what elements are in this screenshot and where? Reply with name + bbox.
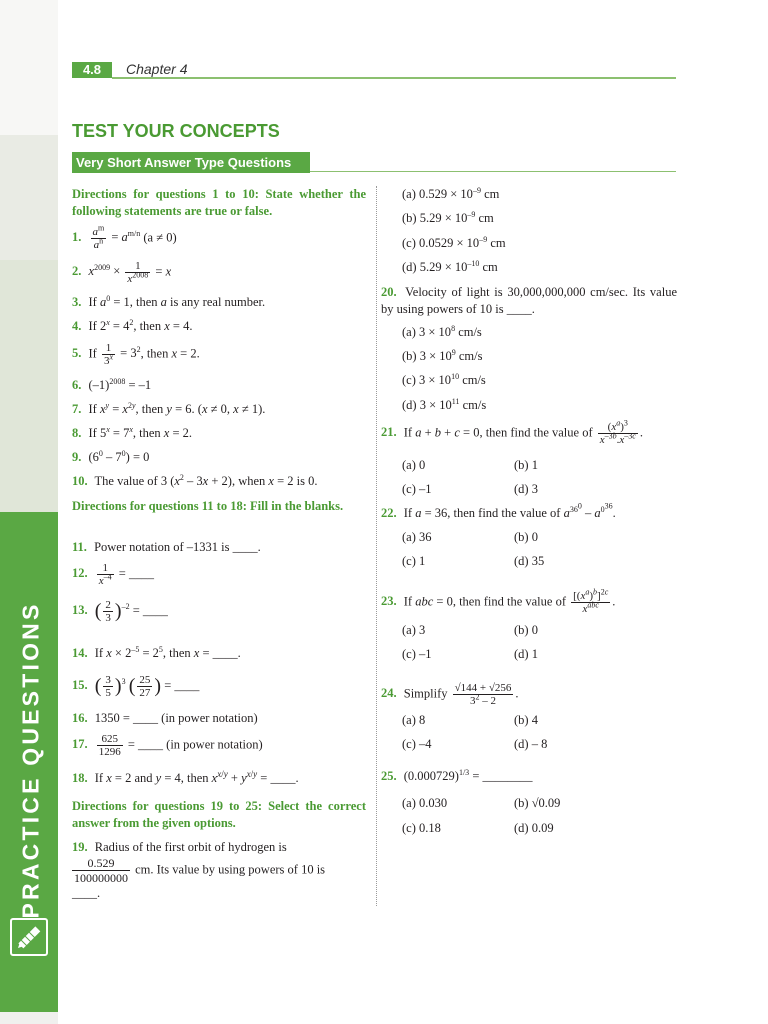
chapter-label: Chapter 4 (126, 61, 188, 77)
text: If (403, 594, 413, 609)
question-text: cm. Its value by using powers of 10 is (135, 862, 326, 877)
option: (c) –1 (402, 647, 432, 661)
option: (c) –4 (402, 737, 432, 751)
question-4 (72, 318, 366, 335)
q19-option-a: (a) $0.529 \times 10^{-9}$ cm (402, 185, 500, 201)
question-number: 11. (72, 540, 87, 554)
option: (a) 36 (402, 530, 432, 544)
q19-option-c: (c) $0.0529 \times 10^{-9}$ cm (402, 234, 506, 250)
text: and (134, 771, 153, 785)
question-number: 2. (72, 264, 82, 279)
question-number: 10. (72, 474, 88, 488)
math: = x (152, 264, 172, 279)
text: If (403, 506, 413, 520)
question-number: 19. (72, 840, 88, 854)
math: $(6^0 - 7^0) = 0$ (88, 448, 150, 464)
option: (a) 3 (402, 623, 426, 637)
math: $\frac{[(x^a)^b]^{2c}}{x^{abc}}$ (573, 587, 609, 615)
text: , then (180, 771, 209, 785)
math: x = 2 (268, 474, 294, 488)
math: $\frac{1}{x^{2008}}$ (127, 260, 149, 285)
sidebar (0, 0, 58, 1024)
math: = $3^2$ (117, 345, 141, 361)
question-1 (72, 223, 366, 251)
column-divider (376, 186, 377, 906)
math: 1/3 (458, 767, 470, 777)
math: y = 4 (155, 771, 181, 785)
option: (c) –1 (402, 482, 432, 496)
sidebar-label: PRACTICE QUESTIONS (17, 601, 44, 919)
section-heading: Very Short Answer Type Questions (72, 152, 310, 173)
question-number: 6. (72, 378, 82, 392)
question-12 (72, 562, 366, 587)
math: $\frac{(x^a)^3}{x^{-3b}.x^{-3c}}$ (599, 418, 636, 446)
math: (0.000729) (403, 769, 459, 783)
question-number: 8. (72, 426, 82, 440)
q20-option-c: (c) $3 \times 10^{10}$ cm/s (402, 371, 486, 387)
math: = $a^{m/n}$ (111, 229, 141, 245)
question-11 (72, 539, 366, 556)
question-number: 24. (381, 686, 397, 701)
question-text: 1350 = ____ (in power notation) (94, 711, 258, 725)
option: (a) 0 (402, 458, 426, 472)
answer-blank: = ____ (164, 678, 200, 693)
math: $x^y = x^{2y}$ (99, 400, 136, 416)
directions-1-10: Directions for questions 1 to 10: State whether the following statements are true or false. (72, 187, 366, 218)
text: , then find the value of (452, 594, 566, 609)
text: , then (132, 426, 161, 440)
directions-11-18: Directions for questions 11 to 18: Fill in the blanks. (72, 499, 344, 513)
question-9 (72, 449, 366, 466)
question-10 (72, 473, 366, 490)
question-23: 23. If abc = 0, then find the value of $\frac{[(x^a)^b]^{2c}}{x^{abc}}$ . (381, 587, 616, 615)
math: ) (154, 675, 162, 697)
answer-blank: = ____ (in power notation) (127, 737, 263, 752)
question-13 (72, 599, 366, 624)
question-21: 21. If a + b + c = 0, then find the value of $\frac{(x^a)^3}{x^{-3b}.x^{-3c}}$ . (381, 418, 643, 446)
question-18 (72, 770, 366, 787)
math: $(-1)^{2008} = -1$ (88, 376, 152, 392)
answer-blank: = ____. (202, 646, 241, 660)
question-7 (72, 401, 366, 418)
option: (d) 35 (514, 554, 545, 568)
question-24: 24. Simplify $\frac{√144 + √256}{3^2 - 2}$ . (381, 682, 519, 707)
question-number: 5. (72, 346, 82, 361)
question-number: 3. (72, 295, 82, 309)
math: x = 4 (164, 319, 190, 333)
option: (b) 1 (514, 458, 538, 472)
question-6 (72, 377, 366, 394)
math: $\frac{3}{5}$ (105, 674, 111, 699)
option: (d) – 8 (514, 737, 548, 751)
text: , then find the value of (479, 425, 593, 440)
page-number: 4.8 (72, 62, 112, 78)
text: , then find the value of (447, 506, 561, 520)
option: (d) 1 (514, 647, 538, 661)
math-condition: (a ≠ 0) (143, 230, 177, 245)
math: y = 6. (x ≠ 0, x ≠ 1) (166, 402, 263, 416)
question-15 (72, 674, 366, 699)
question-22: 22. If a = 36, then find the value of $a^{36^0} - a^{0^{36}}$. (381, 501, 616, 520)
math: 3 (121, 677, 126, 687)
question-19 (72, 839, 366, 902)
text: . (188, 426, 193, 440)
math: a (160, 295, 167, 309)
math: $2^x = 4^2$ (99, 317, 134, 333)
math: $\frac{√144 + √256}{3^2 - 2}$ (454, 682, 512, 707)
text: is 0. (296, 474, 318, 488)
text: If (88, 319, 97, 333)
math: $\frac{2}{3}$ (105, 599, 111, 624)
math: x = 2 (171, 346, 197, 361)
question-number: 25. (381, 769, 397, 783)
text: If (403, 425, 413, 440)
math: x = 2 (163, 426, 189, 440)
question-8 (72, 425, 366, 442)
math: $x^2 - 3x + 2$ (174, 472, 228, 488)
math: abc = 0 (415, 594, 453, 609)
q19-option-d: (d) $5.29 \times 10^{-10}$ cm (402, 258, 498, 274)
answer-blank: = ________ (472, 769, 533, 783)
option: (d) 0.09 (514, 821, 554, 835)
text: If (94, 771, 104, 785)
math (72, 856, 130, 885)
fraction-numerator: 0.529 (72, 856, 130, 871)
sidebar-band (0, 135, 58, 260)
question-number: 12. (72, 566, 88, 581)
option: (c) 1 (402, 554, 426, 568)
text: , then (162, 646, 191, 660)
option: (b) 0 (514, 530, 538, 544)
question-number: 23. (381, 594, 397, 609)
option: (b) √0.09 (514, 796, 561, 810)
directions-19-25: Directions for questions 19 to 25: Select the correct answer from the given options. (72, 799, 366, 830)
question-number: 4. (72, 319, 82, 333)
math: $5^x = 7^x$ (99, 424, 133, 440)
math: –2 (121, 602, 130, 612)
text: , then (140, 346, 169, 361)
header-rule (112, 77, 676, 79)
question-25 (381, 768, 677, 785)
text: If (88, 426, 97, 440)
math: a = 36 (415, 506, 448, 520)
question-text: Velocity of light is 30,000,000,000 cm/sec. Its value by using powers of 10 is ____. (381, 285, 677, 316)
option: (a) 8 (402, 713, 426, 727)
option: (d) 3 (514, 482, 538, 496)
text: If (88, 346, 97, 361)
text: The value of 3 ( (94, 474, 175, 488)
math: ) (114, 675, 122, 697)
text: is any real number. (170, 295, 266, 309)
option: (b) 0 (514, 623, 538, 637)
text: If (88, 402, 97, 416)
math: ( (94, 675, 102, 697)
math: $\frac{1}{x^{-4}}$ (98, 562, 112, 587)
q20-option-b: (b) $3 \times 10^9$ cm/s (402, 347, 483, 363)
question-text: Radius of the first orbit of hydrogen is (94, 840, 287, 854)
text: ), when (227, 474, 266, 488)
text: , then (135, 402, 164, 416)
question-number: 14. (72, 646, 88, 660)
answer-blank: = ____. (260, 771, 299, 785)
question-number: 20. (381, 285, 397, 299)
question-text: Power notation of –1331 is ____. (94, 540, 261, 554)
math: x = 2 (106, 771, 132, 785)
q20-option-d: (d) $3 \times 10^{11}$ cm/s (402, 396, 487, 412)
math: $a^0 = 1$ (99, 293, 130, 309)
option: (c) 0.18 (402, 821, 441, 835)
q19-option-b: (b) $5.29 \times 10^{-9}$ cm (402, 209, 494, 225)
fraction-denominator: 100000000 (74, 871, 128, 885)
answer-blank: = ____ (118, 566, 154, 581)
text: . (196, 346, 200, 361)
question-16 (72, 710, 366, 727)
question-number: 7. (72, 402, 82, 416)
question-3 (72, 294, 366, 311)
text: , then (129, 295, 158, 309)
sidebar-band (0, 0, 58, 135)
question-number: 22. (381, 506, 397, 520)
text: , then (133, 319, 162, 333)
math: ) (114, 600, 122, 622)
question-number: 21. (381, 425, 397, 440)
text: Simplify (403, 686, 448, 701)
question-number: 9. (72, 450, 82, 464)
text: . (262, 402, 266, 416)
question-number: 17. (72, 737, 88, 752)
answer-blank: = ____ (132, 603, 168, 618)
question-20 (381, 284, 677, 318)
math: $x^{2009}$ × (88, 263, 124, 279)
question-5 (72, 342, 366, 367)
page-header (72, 61, 676, 80)
math: $\frac{1}{3^x}$ (103, 342, 114, 367)
math: $x^{x/y} + y^{x/y}$ (211, 768, 258, 785)
math: a + b + c = 0 (415, 425, 480, 440)
pencil-icon (10, 918, 48, 956)
q20-option-a: (a) $3 \times 10^8$ cm/s (402, 323, 482, 339)
page-title: TEST YOUR CONCEPTS (72, 121, 280, 141)
math: x (193, 646, 200, 660)
math: $\frac{625}{1296}$ (98, 733, 121, 758)
question-14 (72, 645, 366, 662)
question-number: 1. (72, 230, 82, 245)
answer-blank: ____. (72, 886, 101, 900)
math: $x \times 2^{-5} = 2^5$ (106, 644, 163, 660)
math: $\frac{25}{27}$ (139, 674, 151, 699)
question-2 (72, 260, 366, 285)
text: If (94, 646, 104, 660)
text: If (88, 295, 97, 309)
math: $\frac{a^m}{a^n}$ (92, 223, 105, 251)
option: (a) 0.030 (402, 796, 448, 810)
sidebar-band (0, 260, 58, 512)
option: (b) 4 (514, 713, 538, 727)
question-number: 18. (72, 771, 88, 785)
question-17 (72, 733, 366, 758)
math: $a^{36^0} - a^{0^{36}}$ (563, 501, 613, 520)
question-number: 13. (72, 603, 88, 618)
math: ( (94, 600, 102, 622)
question-number: 15. (72, 678, 88, 693)
section-rule (310, 171, 676, 172)
math: ( (128, 675, 136, 697)
text: . (189, 319, 193, 333)
question-number: 16. (72, 711, 88, 725)
